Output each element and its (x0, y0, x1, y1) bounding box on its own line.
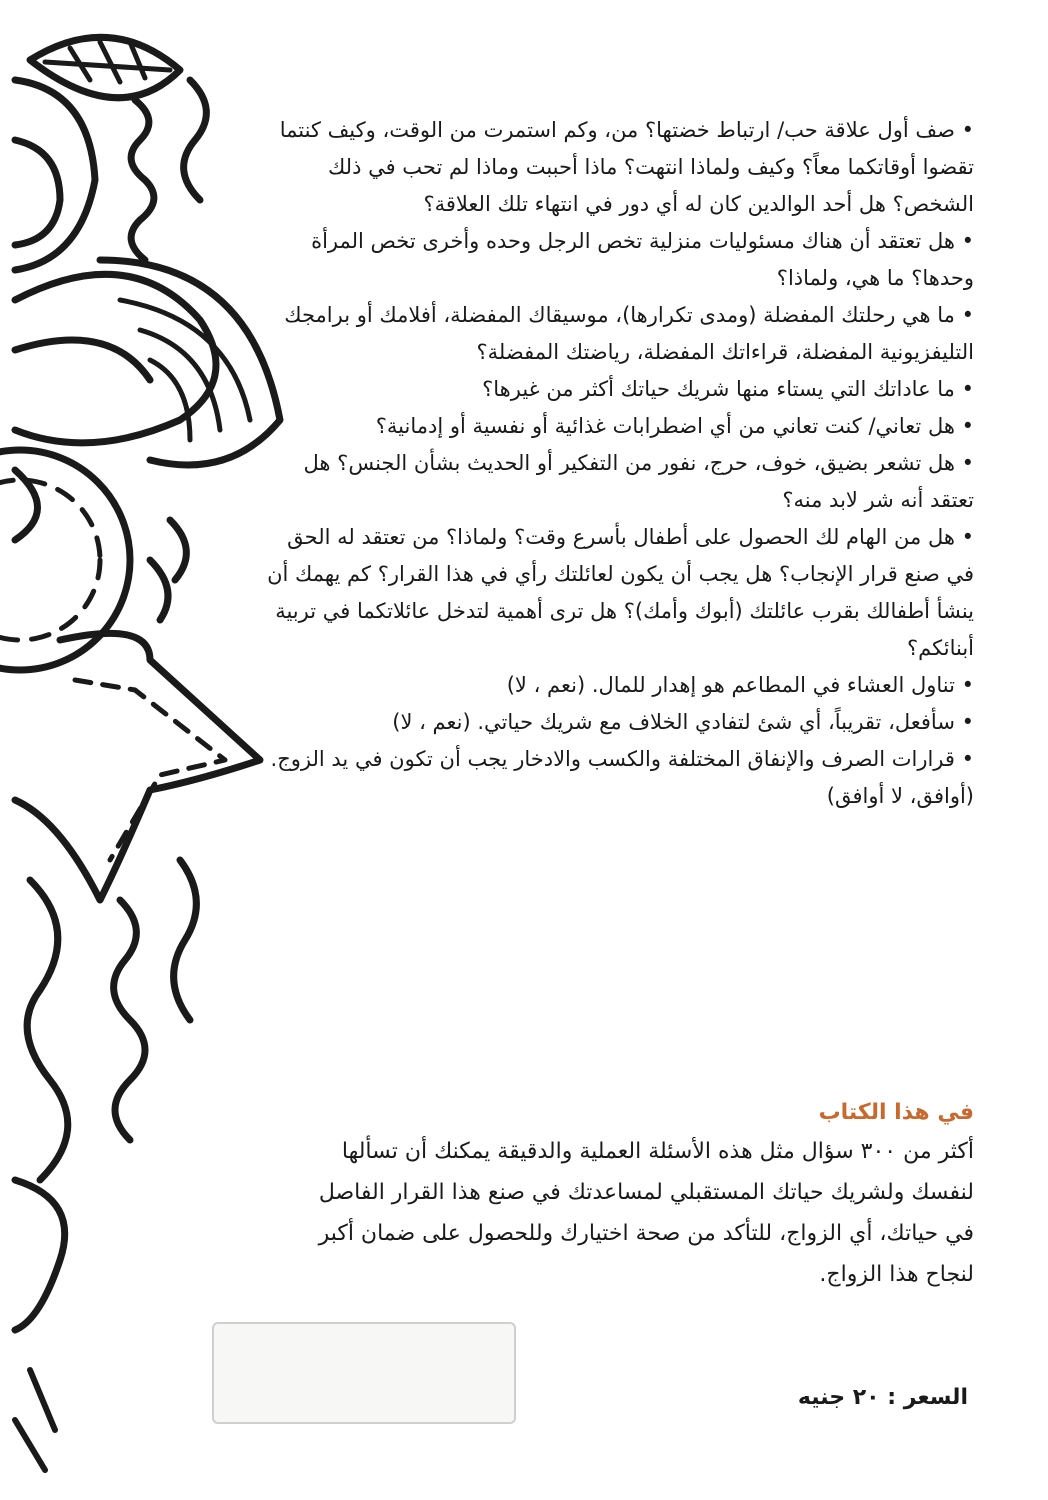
question-item: • ما هي رحلتك المفضلة (ومدى تكرارها)، موسيقاك المفضلة، أفلامك أو برامجك التليفزيونية المفضلة، قراءاتك المفضلة، رياضتك المفضلة؟ (284, 303, 974, 364)
question-item: • تناول العشاء في المطاعم هو إهدار للمال. (نعم ، لا) (506, 673, 974, 697)
question-item: • هل تعتقد أن هناك مسئوليات منزلية تخص الرجل وحده وأخرى تخص المرأة وحدها؟ ما هي، ولماذا؟ (311, 229, 974, 290)
question-item: • ما عاداتك التي يستاء منها شريك حياتك أكثر من غيرها؟ (482, 377, 974, 401)
question-item: • قرارات الصرف والإنفاق المختلفة والكسب والادخار يجب أن تكون في يد الزوج. (أوافق، لا أوافق) (270, 747, 974, 808)
price-label: السعر : ٢٠ جنيه (797, 1385, 968, 1410)
question-item: • هل تعاني/ كنت تعاني من أي اضطرابات غذائية أو نفسية أو إدمانية؟ (375, 414, 974, 438)
question-item: • صف أول علاقة حب/ ارتباط خضتها؟ من، وكم استمرت من الوقت، وكيف كنتما تقضوا أوقاتكما معاً؟ وكيف ولماذا انتهت؟ ماذا أحببت وماذا لم تحب في ذلك الشخص؟ هل أحد الوالدين كان له أي دور في انتهاء تلك العلاقة؟ (279, 118, 974, 216)
decorative-floral-border (0, 0, 300, 1500)
book-heading: في هذا الكتاب (818, 1100, 974, 1125)
question-item: • هل من الهام لك الحصول على أطفال بأسرع وقت؟ ولماذا؟ من تعتقد له الحق في صنع قرار الإنجاب؟ هل يجب أن يكون لعائلتك رأي في هذا القرار؟ كم يهمك أن ينشأ أطفالك بقرب عائلتك (أبوك وأمك)؟ هل ترى أهمية لتدخل عائلاتكما في تربية أبنائكم؟ (267, 525, 974, 660)
book-text: أكثر من ٣٠٠ سؤال مثل هذه الأسئلة العملية والدقيقة يمكنك أن تسألها لنفسك ولشريك حياتك المستقبلي لمساعدتك في صنع هذا القرار الفاصل في حياتك، أي الزواج، للتأكد من صحة اختيارك وللحصول على ضمان أكبر لنجاح هذا الزواج. (318, 1139, 974, 1287)
questions-list (262, 112, 974, 815)
question-item: • هل تشعر بضيق، خوف، حرج، نفور من التفكير أو الحديث بشأن الجنس؟ هل تعتقد أنه شر لابد منه؟ (303, 451, 974, 512)
price-sticker (212, 1322, 516, 1424)
book-description (290, 1100, 974, 1295)
question-item: • سأفعل، تقريباً، أي شئ لتفادي الخلاف مع شريك حياتي. (نعم ، لا) (392, 710, 974, 734)
